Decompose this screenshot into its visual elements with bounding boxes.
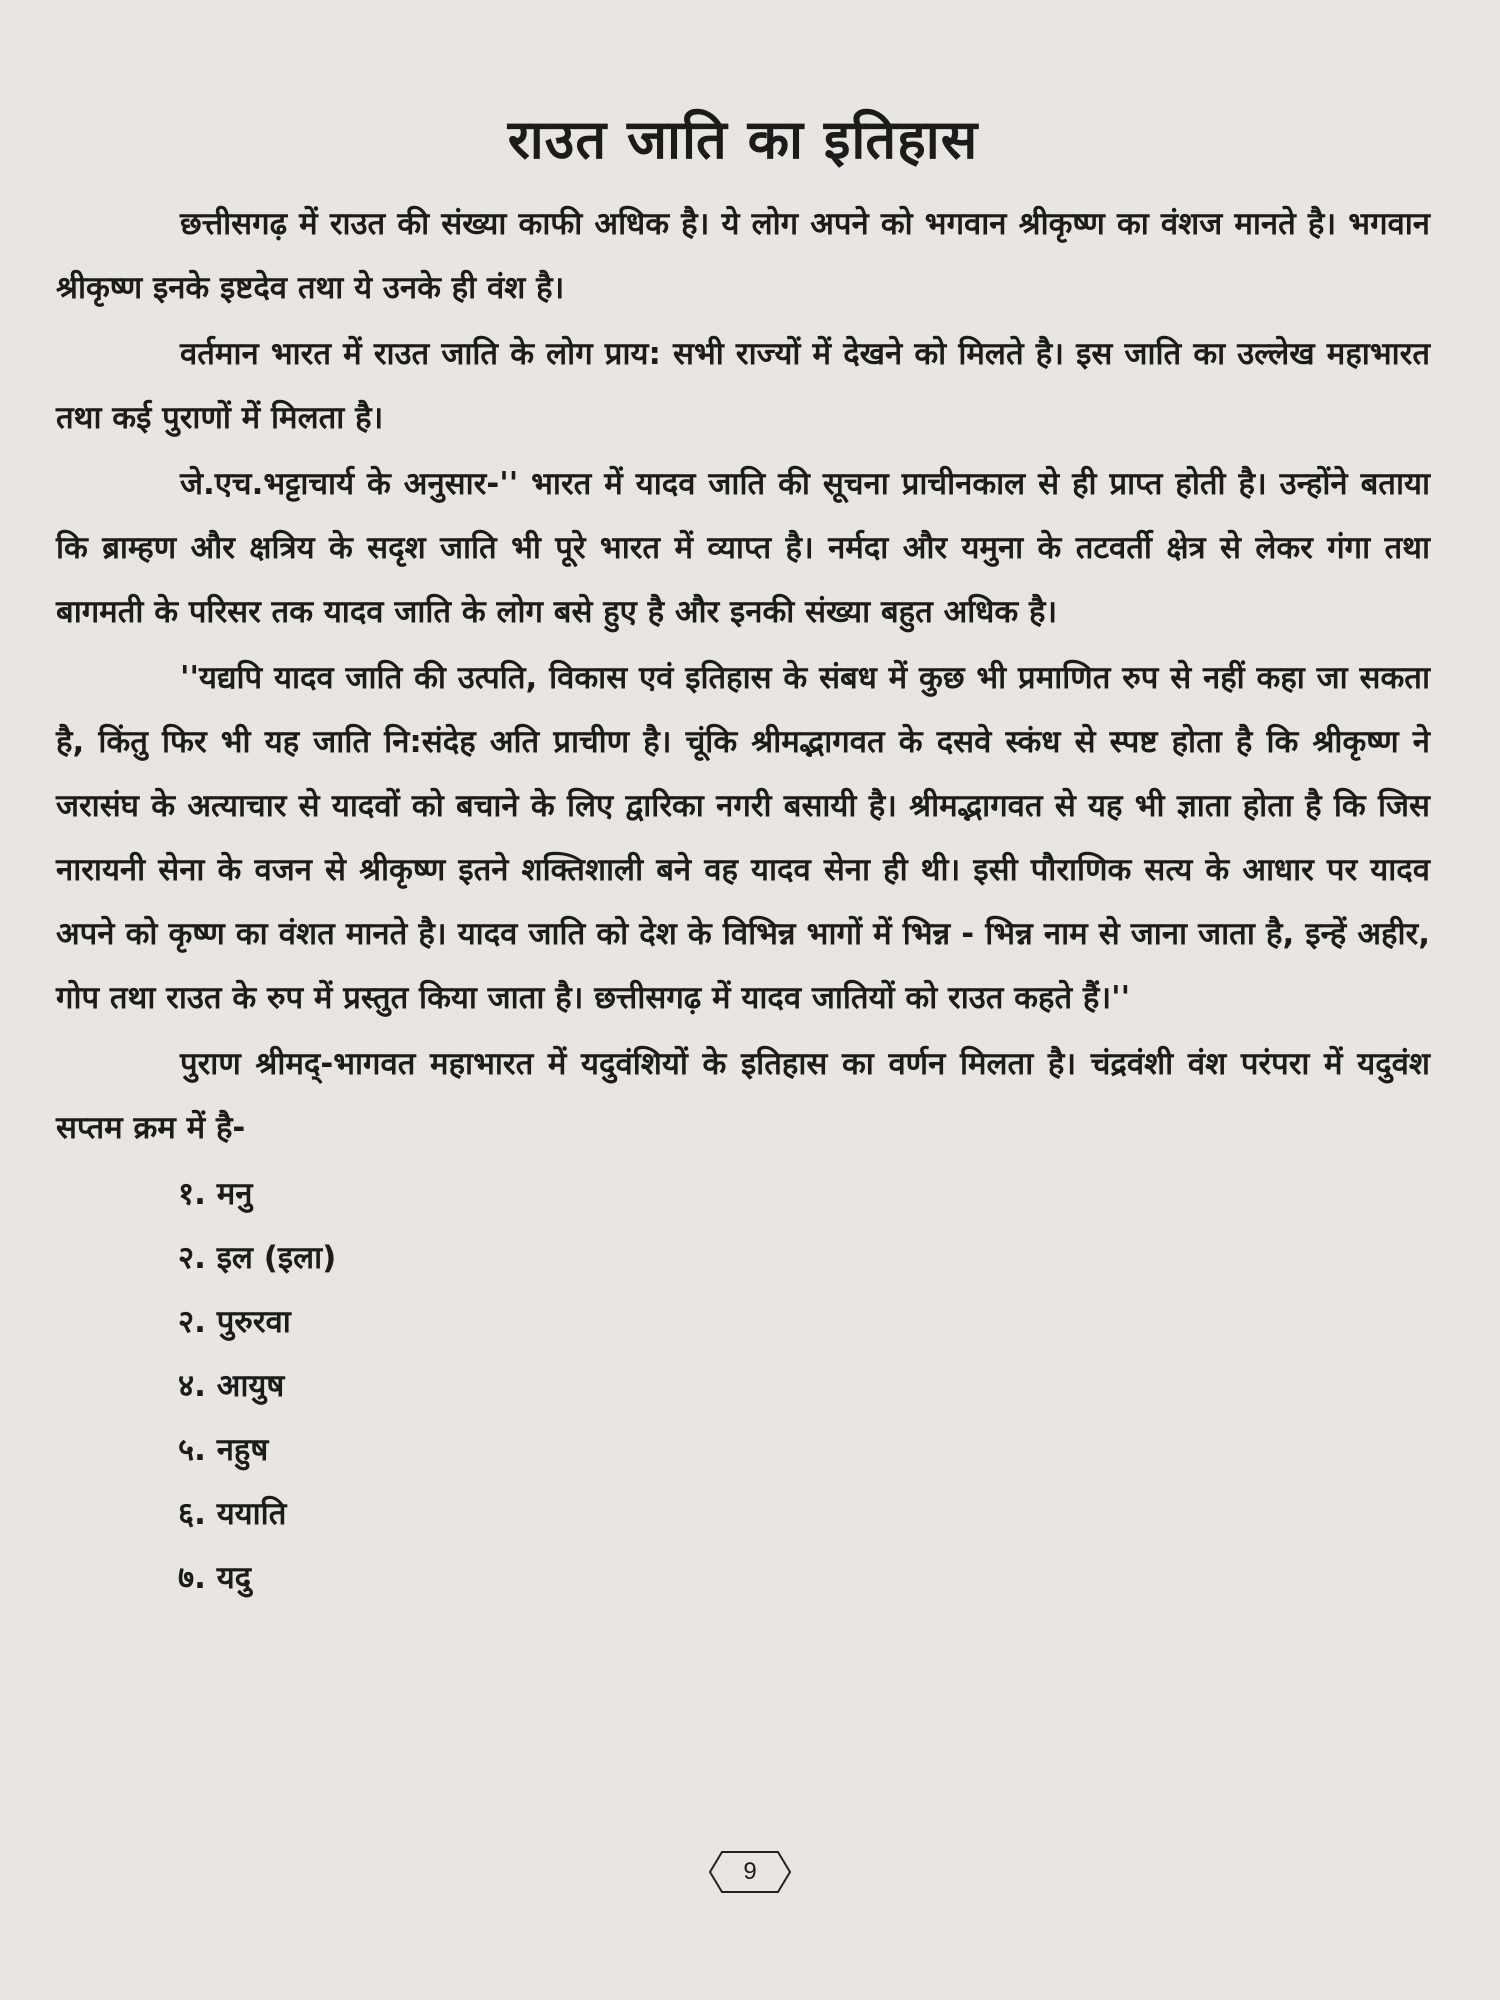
paragraph-2: वर्तमान भारत में राउत जाति के लोग प्राय: सभी राज्यों में देखने को मिलते है। इस जाति का उल्लेख महाभारत तथा कई पुराणों में मिलता है। — [56, 336, 1430, 436]
list-item: ५. नहुष — [178, 1432, 269, 1468]
paragraph-4: ''यद्यपि यादव जाति की उत्पति, विकास एवं इतिहास के संबध में कुछ भी प्रमाणित रुप से नहीं कहा जा सकता है, किंतु फिर भी यह जाति नि:संदेह अति प्राचीण है। चूंकि श्रीमद्भागवत के दसवे स्कंध से स्पष्ट होता है कि श्रीकृष्ण ने जरासंघ के अत्याचार से यादवों को बचाने के लिए द्वारिका नगरी बसायी है। श्रीमद्भागवत से यह भी ज्ञाता होता है कि जिस नारायनी सेना के वजन से श्रीकृष्ण इतने शक्तिशाली बने वह यादव सेना ही थी। इसी पौराणिक सत्य के आधार पर यादव अपने को कृष्ण का वंशत मानते है। यादव जाति को देश के विभिन्न भागों में भिन्न - भिन्न नाम से जाना जाता है, इन्हें अहीर, गोप तथा राउत के रुप में प्रस्तुत किया जाता है। छत्तीसगढ़ में यादव जातियों को राउत कहते हैं।'' — [56, 660, 1430, 1016]
list-item: ४. आयुष — [178, 1368, 285, 1404]
list-item: १. मनु — [178, 1176, 253, 1212]
paragraph-5: पुराण श्रीमद्-भागवत महाभारत में यदुवंशियों के इतिहास का वर्णन मिलता है। चंद्रवंशी वंश परंपरा में यदुवंश सप्तम क्रम में है- — [56, 1046, 1430, 1146]
list-item: २. इल (इला) — [178, 1240, 337, 1276]
page-title: राउत जाति का इतिहास — [507, 108, 979, 171]
list-item: २. पुरुरवा — [178, 1304, 291, 1340]
page-number — [708, 1850, 792, 1894]
page-number-label: 9 — [743, 1858, 757, 1885]
lineage-list — [56, 1162, 1430, 1610]
list-item: ६. ययाति — [178, 1496, 287, 1532]
paragraph-1: छत्तीसगढ़ में राउत की संख्या काफी अधिक है। ये लोग अपने को भगवान श्रीकृष्ण का वंशज मानते है। भगवान श्रीकृष्ण इनके इष्टदेव तथा ये उनके ही वंश है। — [56, 206, 1430, 306]
paragraph-3: जे.एच.भट्टाचार्य के अनुसार-'' भारत में यादव जाति की सूचना प्राचीनकाल से ही प्राप्त होती है। उन्होंने बताया कि ब्राम्हण और क्षत्रिय के सदृश जाति भी पूरे भारत में व्याप्त है। नर्मदा और यमुना के तटवर्ती क्षेत्र से लेकर गंगा तथा बागमती के परिसर तक यादव जाति के लोग बसे हुए है और इनकी संख्या बहुत अधिक है। — [56, 466, 1430, 630]
list-item: ७. यदु — [178, 1560, 252, 1596]
